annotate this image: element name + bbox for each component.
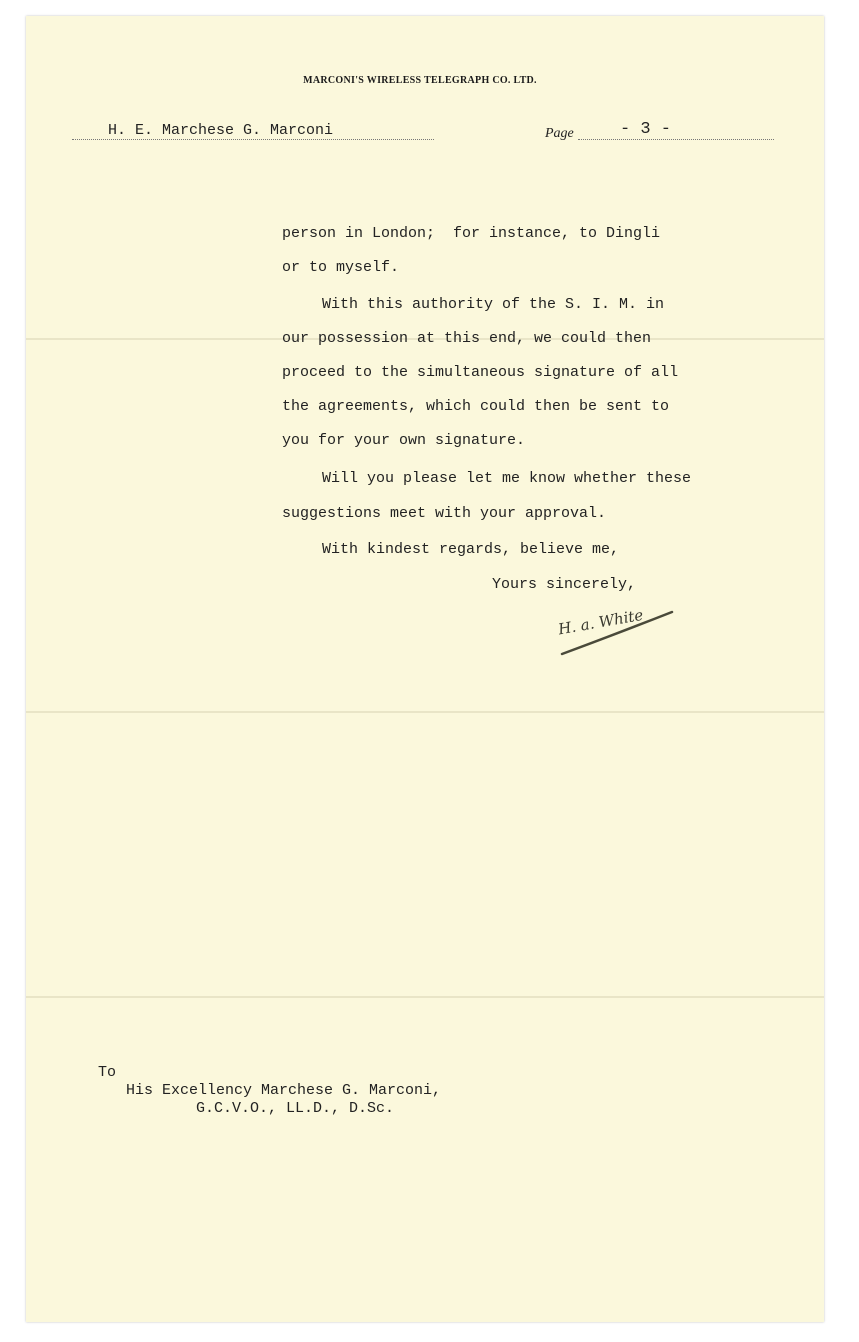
body-line: With this authority of the S. I. M. in xyxy=(322,296,665,313)
page-label: Page xyxy=(545,126,574,141)
letterhead: MARCONI'S WIRELESS TELEGRAPH CO. LTD. xyxy=(303,75,537,86)
body-line: With kindest regards, believe me, xyxy=(322,541,620,558)
body-line: our possession at this end, we could then xyxy=(282,330,652,347)
recipient-to: To xyxy=(98,1064,117,1081)
page-dotted-rule xyxy=(578,139,774,140)
body-line: or to myself. xyxy=(282,259,400,276)
body-line: Will you please let me know whether these xyxy=(322,470,692,487)
fold-line xyxy=(26,996,824,998)
body-line: the agreements, which could then be sent to xyxy=(282,398,670,415)
header-dotted-rule xyxy=(72,139,434,140)
page-number: - 3 - xyxy=(620,120,672,139)
body-line: suggestions meet with your approval. xyxy=(282,505,607,522)
letter-sheet xyxy=(26,16,824,1322)
closing-line: Yours sincerely, xyxy=(492,576,637,593)
addressee-header: H. E. Marchese G. Marconi xyxy=(108,122,334,139)
body-line: proceed to the simultaneous signature of all xyxy=(282,364,679,381)
svg-text:H. a. White: H. a. White xyxy=(556,605,645,639)
handwritten-signature xyxy=(556,604,676,665)
fold-line xyxy=(26,711,824,713)
body-line: you for your own signature. xyxy=(282,432,526,449)
body-line: person in London; for instance, to Dingli xyxy=(282,225,661,242)
recipient-name: His Excellency Marchese G. Marconi, xyxy=(126,1082,442,1099)
recipient-honours: G.C.V.O., LL.D., D.Sc. xyxy=(196,1100,395,1117)
